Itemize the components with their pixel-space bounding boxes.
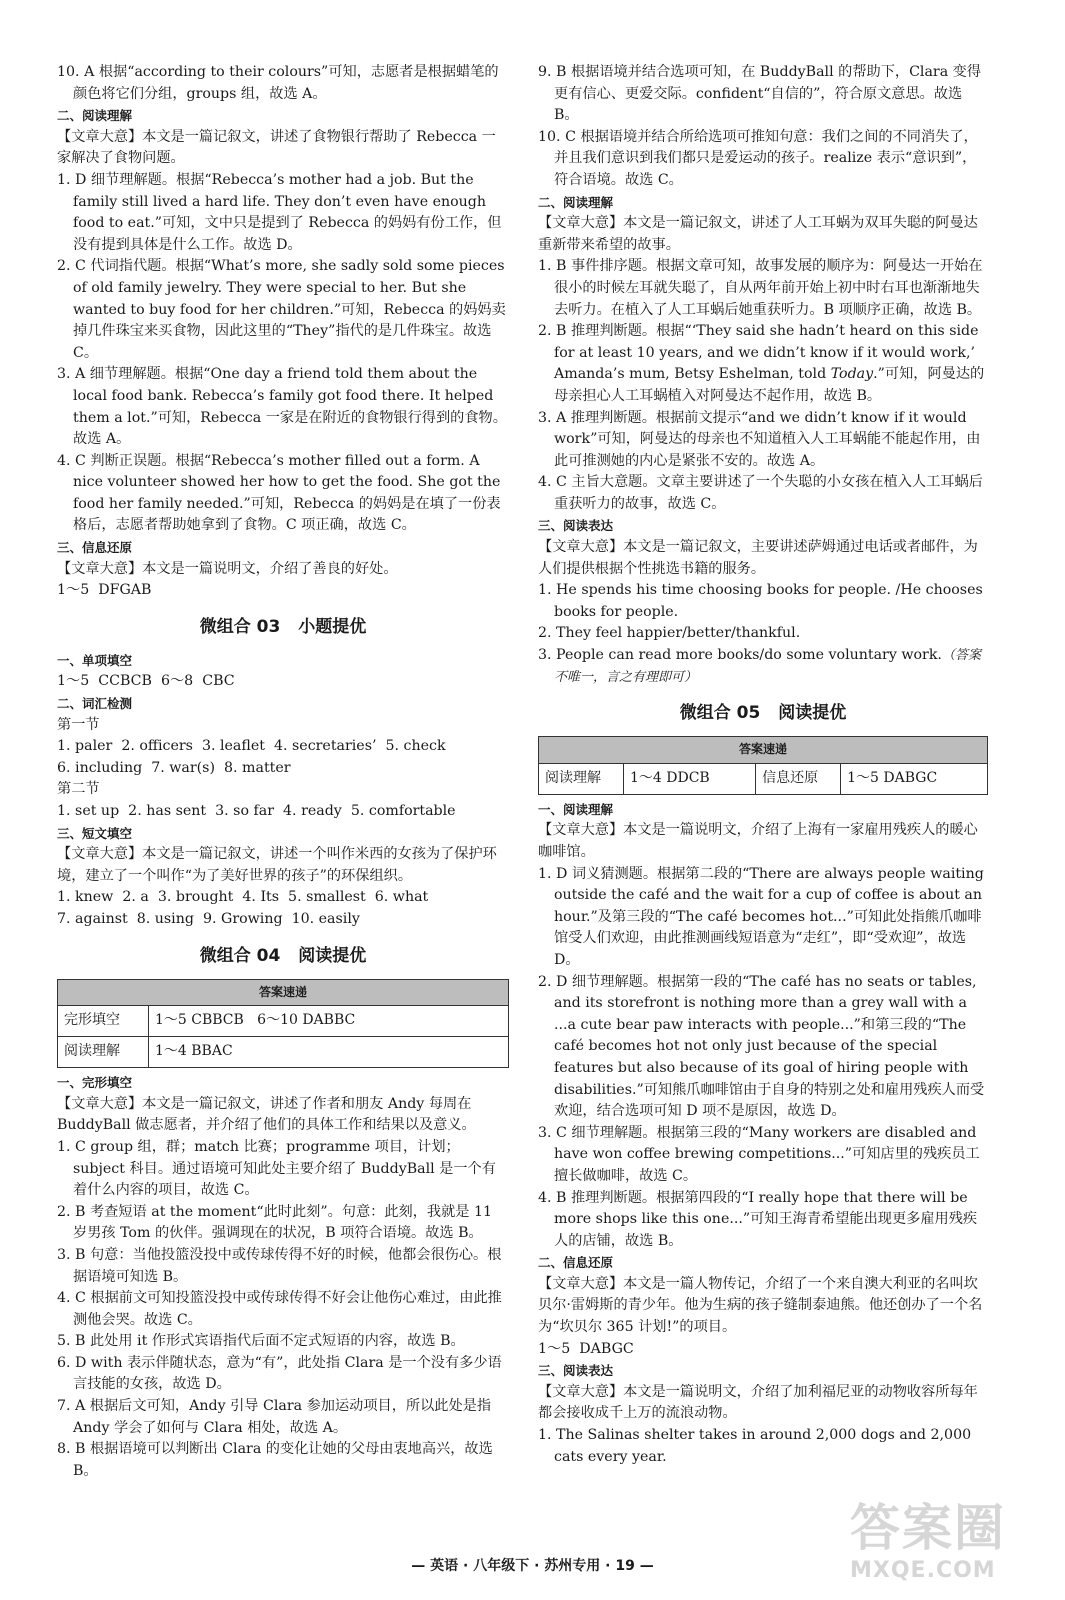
answer-8: 8. B 根据语境可以判断出 Clara 的变化让她的父母由衷地高兴，故选 B。	[57, 1441, 493, 1479]
group-title: 阅读提优	[298, 945, 367, 966]
section-heading: 三、阅读表达	[538, 1363, 614, 1379]
answer-key: 1～5 DFGAB	[57, 582, 152, 599]
answer-text: 2. B 推理判断题。根据“‘They said she hadn’t heard on this side for at least 10 years, and we didn’t know if it would work,’ Amanda’s mum, Betsy Eshelman, told	[538, 323, 979, 383]
answer-table	[538, 736, 988, 795]
answer-1: 1. B 事件排序题。根据文章可知，故事发展的顺序为：阿曼达一开始在很小的时候左耳就失聪了，自从两年前开始上初中时右耳也渐渐地失去听力。在植入了人工耳蜗后她重获听力。B 项顺序正确，故选 B。	[538, 258, 983, 318]
group-title: 阅读提优	[778, 703, 847, 724]
group-number: 微组合 03	[199, 616, 281, 637]
answer-2: 2. They feel happier/better/thankful.	[538, 625, 801, 642]
article-summary: 【文章大意】本文是一篇记叙文，讲述了食物银行帮助了 Rebecca 一家解决了食物问题。	[57, 128, 496, 167]
table-label: 完形填空	[58, 1006, 149, 1037]
answer-6: 6. D with 表示伴随状态，意为“有”，此处指 Clara 是一个没有多少语言技能的女孩，故选 D。	[57, 1354, 502, 1393]
article-summary: 【文章大意】本文是一篇说明文，介绍了善良的好处。	[57, 560, 398, 577]
table-value: 1～5 CBBCB 6～10 DABBC	[149, 1006, 509, 1037]
answer-4: 4. C 根据前文可知投篮没投中或传球传得不好会让他伤心难过，由此推测他会哭。故选 C。	[57, 1290, 502, 1328]
answer-key: 6. including 7. war(s) 8. matter	[57, 759, 291, 776]
group-number: 微组合 04	[199, 945, 281, 966]
watermark-text: 答案圈	[850, 1499, 1006, 1557]
table-header: 答案速递	[539, 737, 988, 764]
answer-3: 3. C 细节理解题。根据第三段的“Many workers are disabled and have won coffee brewing competitions...”可知店里的残疾员工擅长做咖啡，故选 C。	[538, 1124, 980, 1184]
group-heading-03	[57, 616, 509, 638]
article-summary: 【文章大意】本文是一篇记叙文，主要讲述萨姆通过电话或者邮件，为人们提供根据个性挑选书籍的服务。	[538, 539, 978, 577]
article-summary: 【文章大意】本文是一篇说明文，介绍了上海有一家雇用残疾人的暖心咖啡馆。	[538, 822, 978, 860]
answer-key: 1. set up 2. has sent 3. so far 4. ready 5. comfortable	[57, 803, 456, 819]
article-summary: 【文章大意】本文是一篇人物传记，介绍了一个来自澳大利亚的名叫坎贝尔·雷姆斯的青少年。他为生病的孩子缝制泰迪熊。他还创办了一个名为“坎贝尔 365 计划!”的项目。	[538, 1275, 983, 1336]
answer-9: 9. B 根据语境并结合选项可知，在 BuddyBall 的帮助下，Clara 变得更有信心、更爱交际。confident“自信的”，符合原文意思。故选 B。	[538, 64, 982, 124]
answer-4: 4. B 推理判断题。根据第四段的“I really hope that there will be more shops like this one...”可知王海青希望能出现更多雇用残疾人的店铺，故选 B。	[538, 1189, 978, 1249]
answer-10: 10. A 根据“according to their colours”可知，志愿者是根据蜡笔的颜色将它们分组，groups 组，故选 A。	[57, 64, 499, 102]
answer-key: 1～5 DABGC	[538, 1340, 634, 1357]
article-summary: 【文章大意】本文是一篇记叙文，讲述一个叫作米西的女孩为了保护环境，建立了一个叫作“为了美好世界的孩子”的环保组织。	[57, 846, 497, 884]
answer-3: 3. A 细节理解题。根据“One day a friend told them about the local food bank. Rebecca’s family got food there. It helped them a lot.”可知，Rebecca 一家是在附近的食物银行得到的食物。故选 A。	[57, 366, 507, 448]
answer-7: 7. A 根据后文可知，Andy 引导 Clara 参加运动项目，所以此处是指 Andy 学会了如何与 Clara 相处，故选 A。	[57, 1398, 492, 1436]
page-footer: — 英语 · 八年级下 · 苏州专用 · 19 —	[411, 1558, 654, 1574]
answer-table	[57, 979, 509, 1069]
answer-10: 10. C 根据语境并结合所给选项可推知句意：我们之间的不同消失了，并且我们意识到我们都只是爱运动的孩子。realize 表示“意识到”，符合语境。故选 C。	[538, 128, 978, 188]
answer-text: 3. People can read more books/do some voluntary work.	[538, 647, 942, 664]
table-value: 1～4 DDCB	[624, 763, 756, 794]
part-label: 第一节	[57, 716, 100, 733]
left-column	[57, 62, 509, 1482]
section-heading: 三、信息还原	[57, 540, 133, 556]
section-heading: 三、短文填空	[57, 825, 133, 841]
group-heading-05	[538, 702, 988, 724]
article-summary: 【文章大意】本文是一篇说明文，介绍了加利福尼亚的动物收容所每年都会接收成千上万的流浪动物。	[538, 1383, 978, 1422]
section-heading: 一、完形填空	[57, 1075, 133, 1091]
section-heading: 二、词汇检测	[57, 696, 133, 712]
answer-4: 4. C 判断正误题。根据“Rebecca’s mother filled out a form. A nice volunteer showed her how to get the food. She got the food her family needed.”可知，Rebecca 的妈妈是在填了一份表格后，志愿者帮助她拿到了食物。C 项正确，故选 C。	[57, 452, 501, 534]
answer-key: 1～5 CCBCB 6～8 CBC	[57, 673, 235, 690]
watermark-logo	[850, 1498, 1045, 1598]
answer-3: 3. A 推理判断题。根据前文提示“and we didn’t know if it would work”可知，阿曼达的母亲也不知道植入人工耳蜗能不能起作用，由此可推测她的内心是紧张不安的。故选 A。	[538, 409, 981, 469]
answer-key: 1. knew 2. a 3. brought 4. Its 5. smallest 6. what	[57, 889, 429, 906]
table-value: 1～5 DABGC	[841, 763, 988, 794]
article-summary: 【文章大意】本文是一篇记叙文，讲述了作者和朋友 Andy 每周在 BuddyBall 做志愿者，并介绍了他们的具体工作和结果以及意义。	[57, 1095, 476, 1134]
part-label: 第二节	[57, 781, 100, 798]
answer-1: 1. D 词义猜测题。根据第二段的“There are always people waiting outside the café and the wait for a cup of coffee is about an hour.”及第三段的“The café becomes hot...”可知此处指熊爪咖啡馆受人们欢迎，由此推测画线短语意为“走红”，即“受欢迎”，故选 D。	[538, 865, 984, 968]
answer-2: 2. C 代词指代题。根据“What’s more, she sadly sold some pieces of old family jewelry. They were special to her. But she wanted to buy food for her children.”可知，Rebecca 的妈妈卖掉几件珠宝来买食物，因此这里的“They”指代的是几件珠宝。故选 C。	[57, 258, 506, 361]
answer-text: .”可知，阿曼达的母亲担心人工耳蜗植入对阿曼达不起作用，故选 B。	[554, 366, 985, 404]
section-heading: 一、单项填空	[57, 652, 133, 668]
table-header: 答案速递	[58, 979, 509, 1006]
group-number: 微组合 05	[679, 703, 761, 724]
section-heading: 一、阅读理解	[538, 801, 614, 817]
watermark-url: MXQE.COM	[850, 1558, 996, 1583]
table-label: 阅读理解	[539, 763, 624, 794]
section-heading: 二、阅读理解	[538, 194, 614, 210]
answer-2: 2. B 考查短语 at the moment“此时此刻”。句意：此刻，我就是 11 岁男孩 Tom 的伙伴。强调现在的状况，B 项符合语境。故选 B。	[57, 1203, 493, 1242]
right-column	[538, 62, 988, 1468]
group-title: 小题提优	[298, 616, 367, 637]
answer-2	[538, 321, 988, 407]
table-label: 阅读理解	[58, 1037, 149, 1068]
answer-1: 1. The Salinas shelter takes in around 2,000 dogs and 2,000 cats every year.	[538, 1427, 972, 1465]
answer-key: 7. against 8. using 9. Growing 10. easily	[57, 910, 360, 927]
table-label: 信息还原	[756, 763, 841, 794]
table-value: 1～4 BBAC	[149, 1037, 509, 1068]
answer-4: 4. C 主旨大意题。文章主要讲述了一个失聪的小女孩在植入人工耳蜗后重获听力的故事，故选 C。	[538, 474, 983, 512]
answer-1: 1. C group 组，群；match 比赛；programme 项目，计划；subject 科目。通过语境可知此处主要介绍了 BuddyBall 是一个有着什么内容的项目，故选 C。	[57, 1138, 496, 1199]
group-heading-04	[57, 945, 509, 967]
newspaper-name: Today	[830, 366, 874, 383]
article-summary: 【文章大意】本文是一篇记叙文，讲述了人工耳蜗为双耳失聪的阿曼达重新带来希望的故事。	[538, 215, 978, 253]
answer-1: 1. He spends his time choosing books for people. /He chooses books for people.	[538, 582, 983, 620]
handwritten-note: （答案不唯一，言之有理即可）	[554, 648, 981, 685]
section-heading: 二、阅读理解	[57, 108, 133, 124]
answer-2: 2. D 细节理解题。根据第一段的“The café has no seats or tables, and its storefront is nothing more than a grey wall with a ...a cute bear paw interacts with people...”和第三段的“The café becomes hot not only just because of the special features but also because of its goal of hiring people with disabilities.”可知熊爪咖啡馆由于自身的特别之处和雇用残疾人而受欢迎，结合选项可知 D 项不是原因，故选 D。	[538, 973, 985, 1120]
answer-key: 1. paler 2. officers 3. leaflet 4. secretaries’ 5. check	[57, 738, 446, 755]
section-heading: 二、信息还原	[538, 1255, 614, 1271]
answer-3: 3. B 句意：当他投篮没投中或传球传得不好的时候，他都会很伤心。根据语境可知选 B。	[57, 1246, 502, 1285]
answer-1: 1. D 细节理解题。根据“Rebecca’s mother had a job. But the family still lived a hard life. They don’t even have enough food to eat.”可知，文中只是提到了 Rebecca 的妈妈有份工作，但没有提到具体是什么工作。故选 D。	[57, 171, 502, 253]
answer-3	[538, 645, 988, 688]
answer-5: 5. B 此处用 it 作形式宾语指代后面不定式短语的内容，故选 B。	[57, 1333, 465, 1350]
section-heading: 三、阅读表达	[538, 518, 614, 534]
